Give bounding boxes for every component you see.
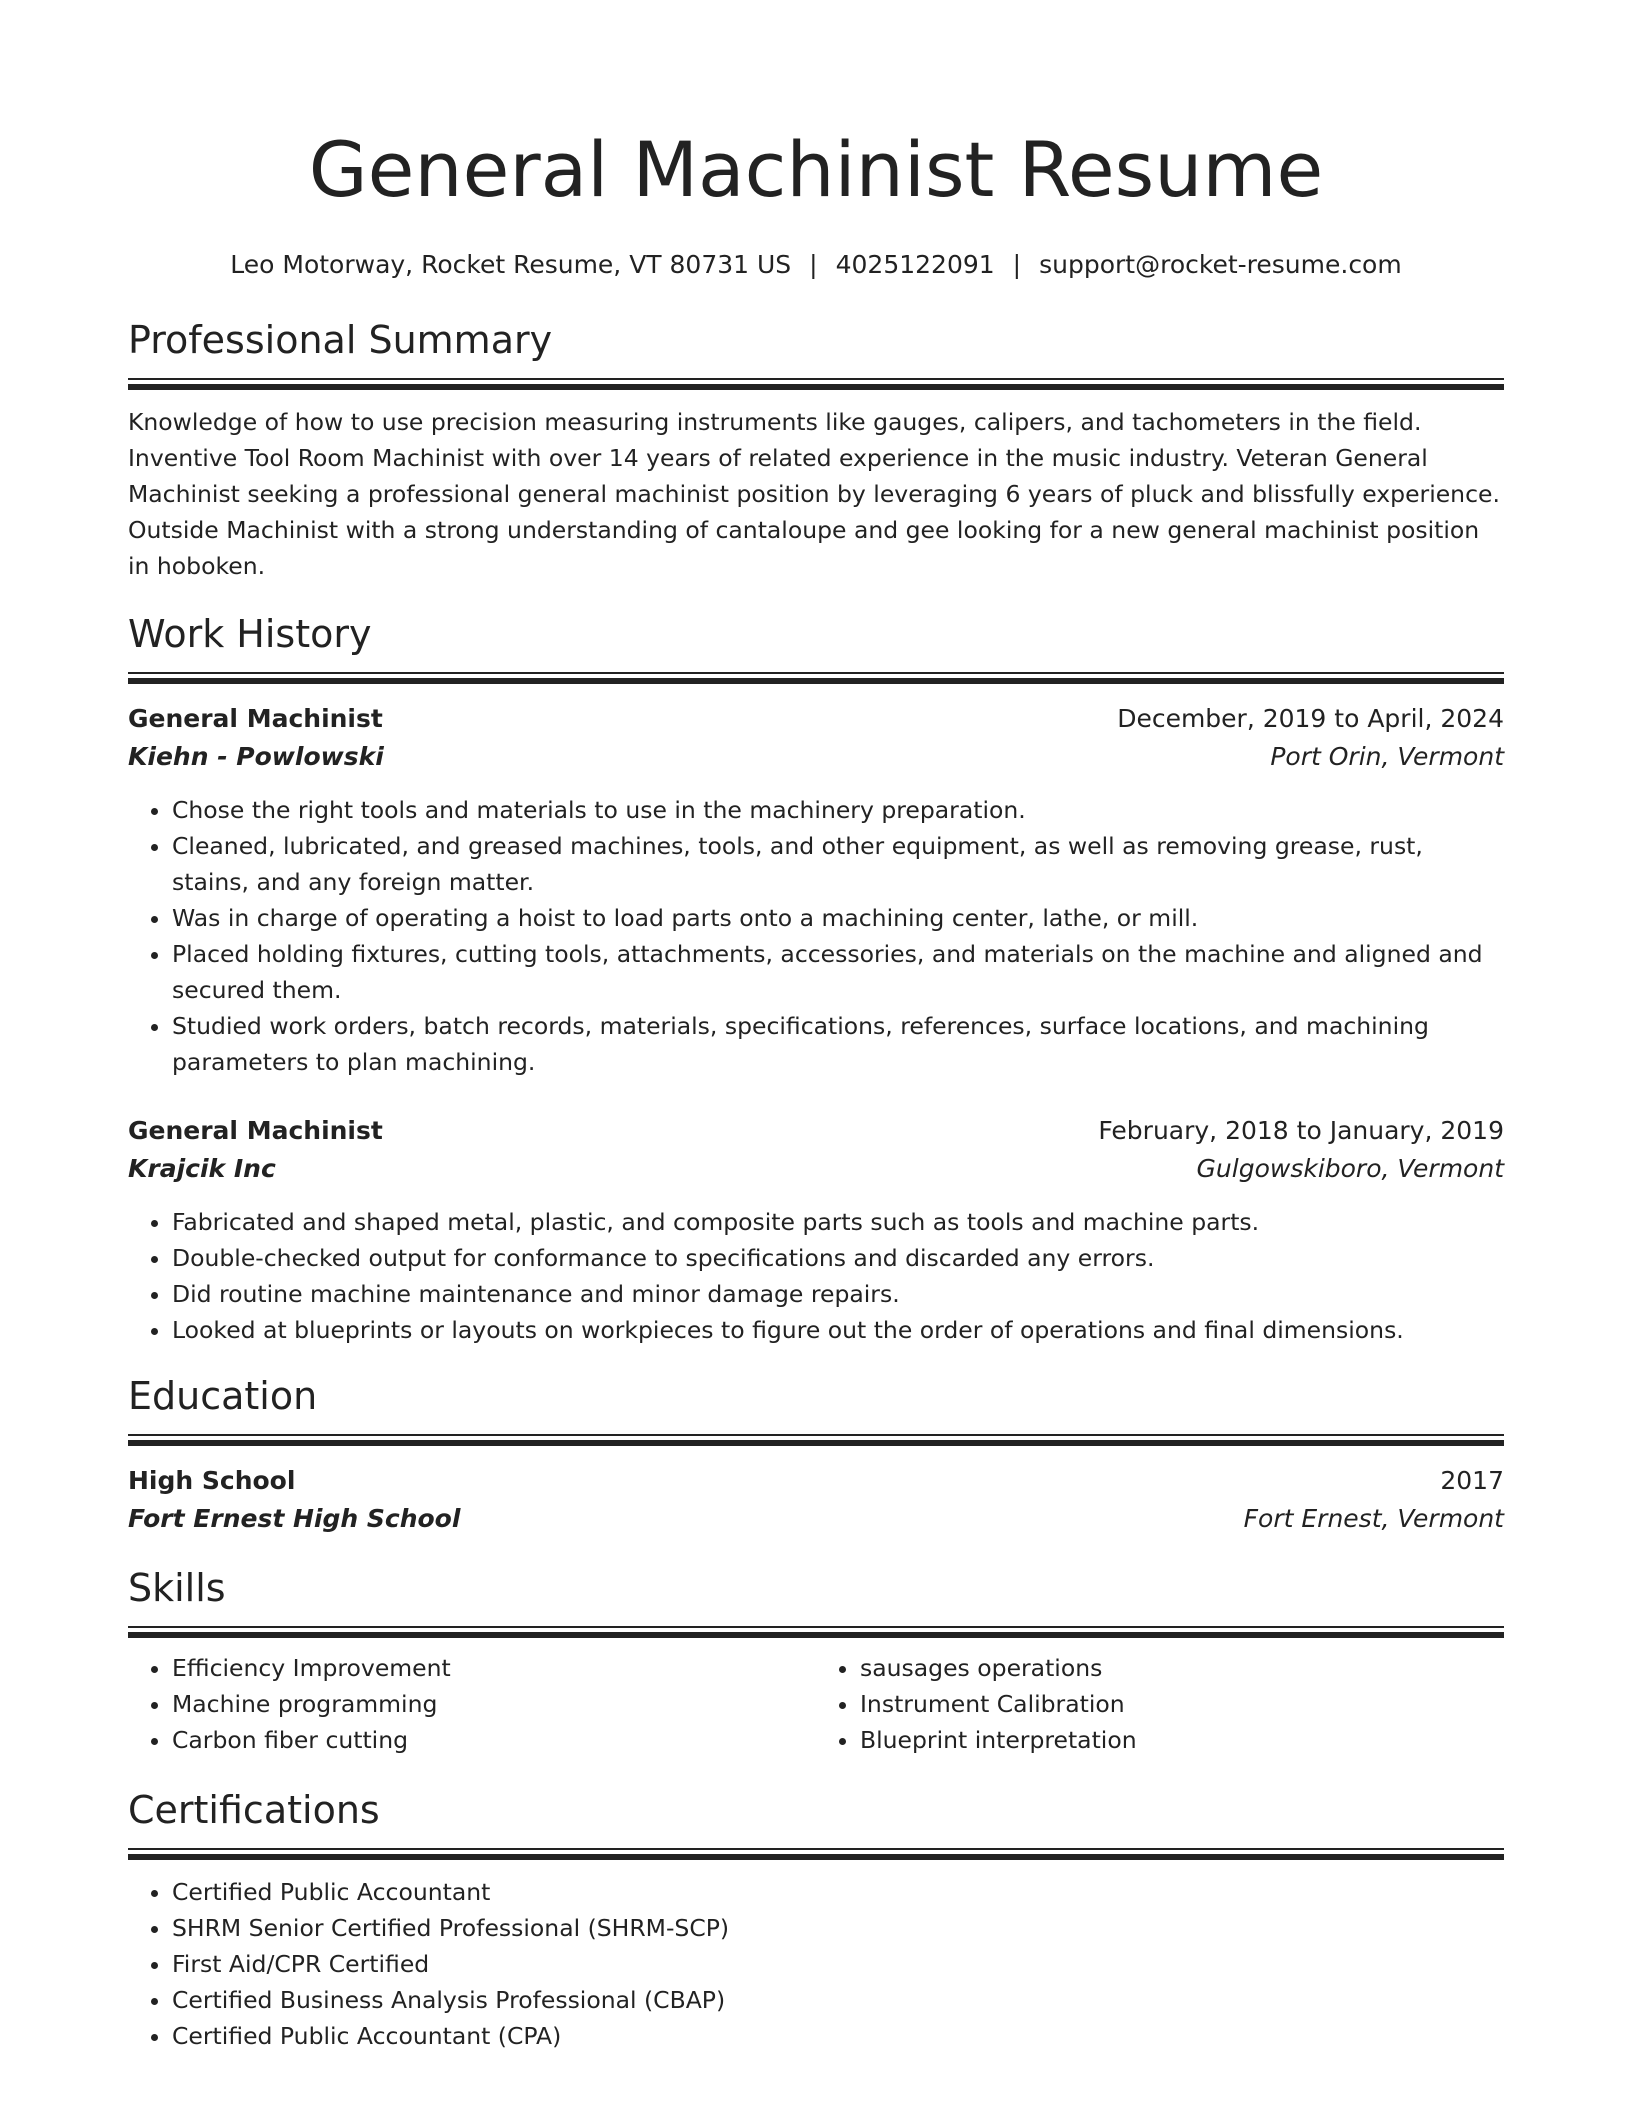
- list-item: • Machine programming: [172, 1686, 816, 1722]
- list-item: • Certified Business Analysis Professional (CBAP): [172, 1982, 1504, 2018]
- list-item: • Was in charge of operating a hoist to load parts onto a machining center, lathe, or mill.: [172, 900, 1504, 936]
- job-subheader: [128, 1150, 1504, 1188]
- contact-address: Leo Motorway, Rocket Resume, VT 80731 US: [230, 250, 792, 279]
- contact-email: support@rocket-resume.com: [1039, 250, 1402, 279]
- section-heading-skills: Skills: [128, 1566, 226, 1610]
- job-entry: [128, 1112, 1504, 1348]
- job-company: Krajcik Inc: [128, 1154, 276, 1183]
- contact-phone: 4025122091: [835, 250, 995, 279]
- skills-section: [128, 1564, 1504, 1758]
- job-title: General Machinist: [128, 1116, 383, 1145]
- education-school: Fort Ernest High School: [128, 1504, 461, 1533]
- section-divider: [128, 378, 1504, 390]
- education-header: [128, 1462, 1504, 1500]
- document-title: General Machinist Resume: [308, 125, 1324, 214]
- list-item: • Carbon fiber cutting: [172, 1722, 816, 1758]
- list-item: • Double-checked output for conformance to specifications and discarded any errors.: [172, 1240, 1504, 1276]
- list-item: • Efficiency Improvement: [172, 1650, 816, 1686]
- list-item: • sausages operations: [860, 1650, 1504, 1686]
- skills-list-left: [128, 1650, 816, 1758]
- education-year: 2017: [1440, 1466, 1504, 1495]
- list-item: • Certified Public Accountant: [172, 1874, 1504, 1910]
- list-item: • Instrument Calibration: [860, 1686, 1504, 1722]
- list-item: • Placed holding fixtures, cutting tools, attachments, accessories, and materials on the machine and aligned and secured them.: [172, 936, 1504, 1008]
- list-item: • Fabricated and shaped metal, plastic, and composite parts such as tools and machine parts.: [172, 1204, 1504, 1240]
- skills-list-right: [816, 1650, 1504, 1758]
- list-item: • Chose the right tools and materials to use in the machinery preparation.: [172, 792, 1504, 828]
- job-dates: December, 2019 to April, 2024: [1117, 704, 1504, 733]
- job-header: [128, 700, 1504, 738]
- job-company: Kiehn - Powlowski: [128, 742, 384, 771]
- education-location: Fort Ernest, Vermont: [1243, 1504, 1504, 1533]
- job-location: Port Orin, Vermont: [1270, 742, 1504, 771]
- certifications-section: [128, 1786, 1504, 2054]
- contact-line: [128, 248, 1504, 282]
- section-divider: [128, 672, 1504, 684]
- section-heading-work-history: Work History: [128, 612, 372, 656]
- certifications-list: [128, 1874, 1504, 2054]
- work-history-section: [128, 610, 1504, 1348]
- section-heading-education: Education: [128, 1374, 318, 1418]
- job-dates: February, 2018 to January, 2019: [1098, 1116, 1504, 1145]
- education-subheader: [128, 1500, 1504, 1538]
- summary-section: [128, 316, 1504, 584]
- list-item: • Certified Public Accountant (CPA): [172, 2018, 1504, 2054]
- section-heading-summary: Professional Summary: [128, 318, 553, 362]
- education-entry: [128, 1462, 1504, 1538]
- job-title: General Machinist: [128, 704, 383, 733]
- job-location: Gulgowskiboro, Vermont: [1196, 1154, 1504, 1183]
- list-item: • Blueprint interpretation: [860, 1722, 1504, 1758]
- section-divider: [128, 1848, 1504, 1860]
- list-item: • Did routine machine maintenance and minor damage repairs.: [172, 1276, 1504, 1312]
- summary-text: Knowledge of how to use precision measuring instruments like gauges, calipers, and tachometers in the field. Inventive Tool Room Machinist with over 14 years of related experience in the music industry. Veteran General Machinist seeking a professional general machinist position by leveraging 6 years of pluck and blissfully experience. Outside Machinist with a strong understanding of cantaloupe and gee looking for a new general machinist position in hoboken.: [128, 408, 1500, 580]
- list-item: • Cleaned, lubricated, and greased machines, tools, and other equipment, as well as removing grease, rust, stains, and any foreign matter.: [172, 828, 1504, 900]
- job-header: [128, 1112, 1504, 1150]
- education-section: [128, 1372, 1504, 1538]
- skills-grid: [128, 1650, 1504, 1758]
- section-divider: [128, 1626, 1504, 1638]
- job-duties-list: [128, 1204, 1504, 1348]
- section-divider: [128, 1434, 1504, 1446]
- job-entry: [128, 700, 1504, 1080]
- list-item: • Studied work orders, batch records, materials, specifications, references, surface locations, and machining parameters to plan machining.: [172, 1008, 1504, 1080]
- job-subheader: [128, 738, 1504, 776]
- job-duties-list: [128, 792, 1504, 1080]
- list-item: • First Aid/CPR Certified: [172, 1946, 1504, 1982]
- contact-separator: |: [1012, 250, 1022, 279]
- list-item: • Looked at blueprints or layouts on workpieces to figure out the order of operations and final dimensions.: [172, 1312, 1504, 1348]
- list-item: • SHRM Senior Certified Professional (SHRM-SCP): [172, 1910, 1504, 1946]
- section-heading-certifications: Certifications: [128, 1788, 380, 1832]
- contact-separator: |: [809, 250, 818, 279]
- education-degree: High School: [128, 1466, 296, 1495]
